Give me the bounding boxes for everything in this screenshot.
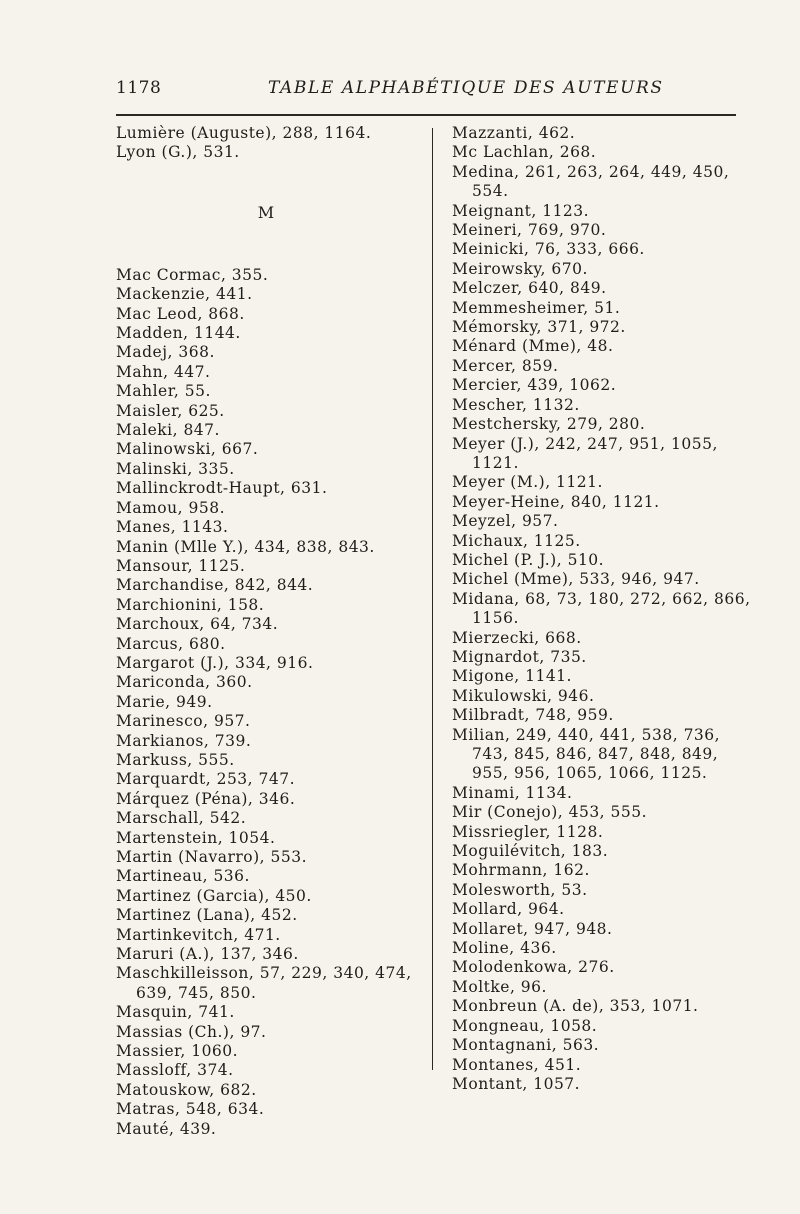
index-entry: Mignardot, 735. [452, 647, 587, 666]
index-entry: Mauté, 439. [116, 1119, 217, 1138]
index-entry: Matouskow, 682. [116, 1080, 257, 1099]
index-entry: Mir (Conejo), 453, 555. [452, 803, 648, 822]
index-entry: Lumière (Auguste), 288, 1164. [116, 124, 372, 142]
index-entry: Mercer, 859. [452, 356, 559, 375]
page-header [116, 78, 736, 106]
index-entry: Mariconda, 360. [116, 673, 253, 692]
index-entry: Mahn, 447. [116, 362, 211, 381]
index-entry: Marinesco, 957. [116, 712, 251, 731]
index-entry: Maruri (A.), 137, 346. [116, 945, 299, 964]
index-entry: Markuss, 555. [116, 750, 235, 769]
index-entry: Moline, 436. [452, 939, 557, 958]
index-entry: Malinski, 335. [116, 459, 235, 478]
index-entry: Mémorsky, 371, 972. [452, 318, 626, 337]
index-entry: Milian, 249, 440, 441, 538, 736, 743, 845, 846, 847, 848, 849, 955, 956, 1065, 1066, 1125. [452, 725, 721, 783]
index-entry: Ménard (Mme), 48. [452, 337, 614, 356]
running-title: TABLE ALPHABÉTIQUE DES AUTEURS [268, 78, 664, 98]
index-entry: Memmesheimer, 51. [452, 298, 621, 317]
index-entry: Mongneau, 1058. [452, 1016, 598, 1035]
right-column [452, 124, 752, 1094]
index-entry: Monbreun (A. de), 353, 1071. [452, 997, 699, 1016]
index-entry: Mansour, 1125. [116, 556, 246, 575]
index-entry: Marie, 949. [116, 692, 213, 711]
right-entry-list [452, 124, 752, 1094]
index-entry: Molodenkowa, 276. [452, 958, 615, 977]
index-entry: Marchoux, 64, 734. [116, 615, 279, 634]
index-entry: Montanes, 451. [452, 1055, 582, 1074]
index-entry: Manes, 1143. [116, 518, 229, 537]
index-entry: Meineri, 769, 970. [452, 221, 607, 240]
index-entry: Migone, 1141. [452, 667, 572, 686]
index-entry: Mollaret, 947, 948. [452, 919, 613, 938]
index-entry: Markianos, 739. [116, 731, 252, 750]
index-entry: Martinez (Lana), 452. [116, 906, 298, 925]
index-entry: Martenstein, 1054. [116, 828, 276, 847]
index-entry: Massier, 1060. [116, 1042, 239, 1061]
index-entry: Meinicki, 76, 333, 666. [452, 240, 645, 259]
index-entry: Michel (Mme), 533, 946, 947. [452, 570, 700, 589]
index-entry: Martin (Navarro), 553. [116, 848, 308, 866]
index-entry: Lyon (G.), 531. [116, 143, 240, 162]
index-entry: Madden, 1144. [116, 324, 241, 343]
index-entry: Minami, 1134. [452, 783, 573, 802]
index-entry: Márquez (Péna), 346. [116, 789, 296, 808]
index-entry: Meyer-Heine, 840, 1121. [452, 492, 660, 511]
index-entry: Mac Cormac, 355. [116, 265, 269, 284]
index-entry: Montagnani, 563. [452, 1036, 600, 1055]
index-entry: Maschkilleisson, 57, 229, 340, 474, 639, 745, 850. [116, 964, 412, 1002]
index-entry: Martineau, 536. [116, 867, 250, 886]
index-entry: Marcus, 680. [116, 634, 226, 653]
index-entry: Melczer, 640, 849. [452, 279, 607, 298]
index-entry: Mac Leod, 868. [116, 304, 245, 323]
index-entry: Marquardt, 253, 747. [116, 770, 296, 789]
index-entry: Milbradt, 748, 959. [452, 706, 614, 725]
page-number: 1178 [116, 78, 162, 98]
section-letter: M [257, 202, 275, 222]
index-entry: Mohrmann, 162. [452, 861, 590, 880]
index-entry: Marchandise, 842, 844. [116, 576, 314, 595]
column-divider [432, 128, 433, 1070]
index-entry: Margarot (J.), 334, 916. [116, 653, 314, 672]
index-entry: Mikulowski, 946. [452, 686, 595, 705]
index-entry: Mallinckrodt-Haupt, 631. [116, 479, 328, 498]
index-entry: Meyer (J.), 242, 247, 951, 1055, 1121. [452, 434, 718, 472]
index-entry: Montant, 1057. [452, 1074, 581, 1093]
index-entry: Maisler, 625. [116, 401, 225, 420]
left-column [116, 124, 426, 1139]
index-entry: Matras, 548, 634. [116, 1100, 265, 1119]
index-entry: Mescher, 1132. [452, 395, 580, 414]
header-rule [116, 114, 736, 116]
index-entry: Mierzecki, 668. [452, 628, 582, 647]
index-entry: Meyer (M.), 1121. [452, 473, 603, 492]
index-entry: Mamou, 958. [116, 498, 225, 517]
index-entry: Maleki, 847. [116, 421, 220, 440]
index-entry: Meirowsky, 670. [452, 259, 588, 278]
index-entry: Moltke, 96. [452, 977, 547, 996]
index-entry: Massloff, 374. [116, 1061, 234, 1080]
index-entry: Michel (P. J.), 510. [452, 550, 605, 569]
index-entry: Mahler, 55. [116, 382, 211, 401]
index-entry: Meyzel, 957. [452, 512, 559, 531]
index-entry: Marschall, 542. [116, 809, 247, 828]
index-entry: Mestchersky, 279, 280. [452, 415, 646, 434]
index-entry: Missriegler, 1128. [452, 822, 604, 841]
index-entry: Mackenzie, 441. [116, 285, 253, 304]
index-entry: Malinowski, 667. [116, 440, 259, 459]
index-entry: Mc Lachlan, 268. [452, 143, 597, 162]
index-entry: Midana, 68, 73, 180, 272, 662, 866, 1156. [452, 589, 751, 628]
index-entry: Martinez (Garcia), 450. [116, 886, 312, 905]
index-entry: Molesworth, 53. [452, 880, 588, 899]
index-entry: Manin (Mlle Y.), 434, 838, 843. [116, 537, 375, 556]
index-entry: Massias (Ch.), 97. [116, 1022, 267, 1041]
index-entry: Mazzanti, 462. [452, 124, 576, 142]
index-entry: Medina, 261, 263, 264, 449, 450, 554. [452, 162, 730, 201]
index-entry: Madej, 368. [116, 343, 215, 362]
index-entry: Martinkevitch, 471. [116, 925, 281, 944]
index-entry: Moguilévitch, 183. [452, 842, 609, 861]
index-entry: Mercier, 439, 1062. [452, 376, 617, 395]
left-entry-list [116, 266, 426, 1139]
index-entry: Masquin, 741. [116, 1003, 235, 1022]
index-entry: Marchionini, 158. [116, 595, 265, 614]
index-entry: Mollard, 964. [452, 900, 565, 919]
index-entry: Meignant, 1123. [452, 201, 590, 220]
index-entry: Michaux, 1125. [452, 531, 581, 550]
